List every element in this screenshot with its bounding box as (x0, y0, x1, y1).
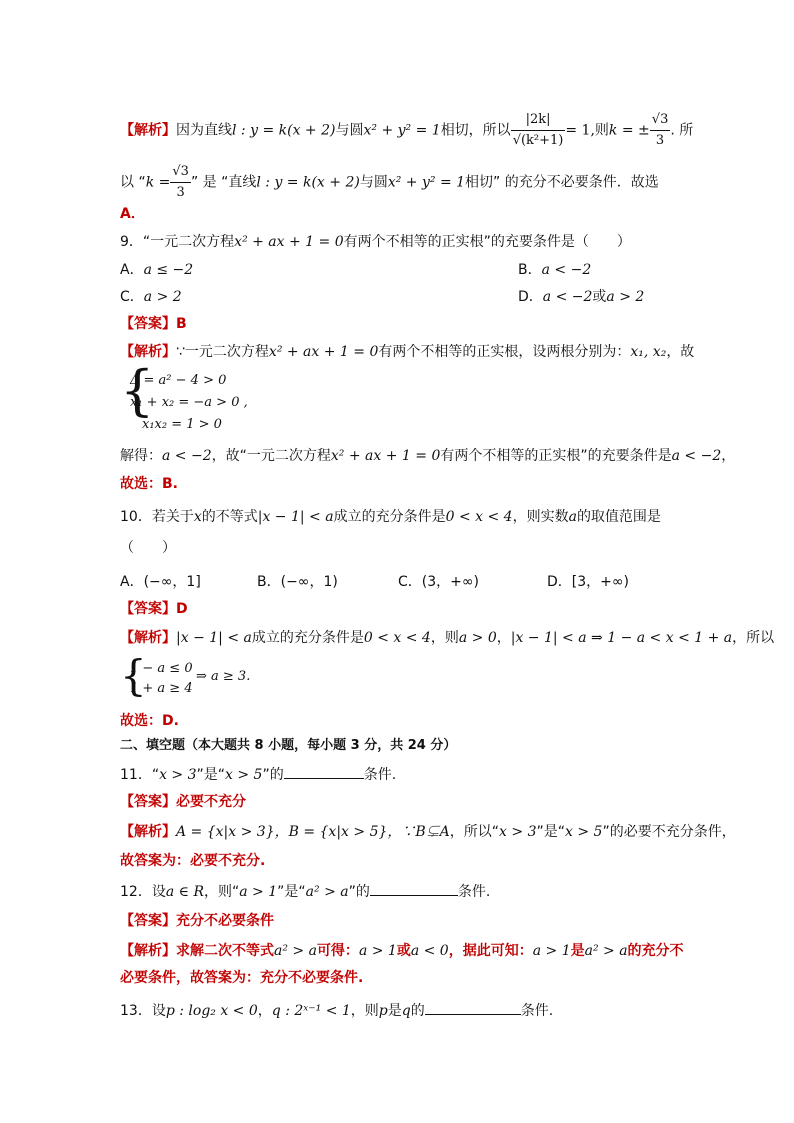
math: = 1,则 (565, 122, 609, 139)
math: x² + y² = 1 (363, 122, 441, 139)
text: ”是“ (196, 767, 226, 783)
text: 条件. (520, 1003, 554, 1019)
answer-value: D (176, 601, 188, 617)
math: a > 2 (143, 289, 182, 305)
math: q : 2ˣ⁻¹ < 1 (271, 1003, 351, 1019)
q9-solution (120, 446, 735, 466)
answer-value: 充分不必要条件 (176, 913, 274, 929)
fraction (650, 110, 671, 151)
text: 成立的充分条件是 (333, 509, 446, 525)
equation: 1 + a ≥ 4 (130, 681, 193, 696)
text: 或 (592, 289, 607, 305)
option-c: C．(3，+∞) (398, 574, 479, 590)
text: 的取值范围是 (576, 509, 661, 525)
text: 13．设 (120, 1003, 166, 1019)
text: ”的必要不充分条件， (602, 824, 736, 840)
q8-explanation-line2 (120, 162, 659, 203)
q8-choice: A． (120, 206, 145, 222)
math: x > 5 (225, 767, 263, 783)
denominator: 3 (176, 185, 185, 200)
fraction (170, 162, 191, 203)
text: 的不等式 (201, 509, 258, 525)
text: ”是“ (277, 884, 306, 900)
text: 因为直线 (176, 122, 232, 139)
text: ，则实数 (512, 509, 569, 525)
math: a > 2 (606, 289, 645, 305)
text: ， (496, 630, 511, 646)
text: ，故“一元二次方程 (211, 448, 331, 464)
text: ∵一元二次方程 (176, 344, 269, 360)
numerator: |2k| (511, 110, 566, 131)
q10-explanation (120, 628, 774, 648)
explanation-tag: 【解析】 (120, 630, 176, 646)
q11-answer (120, 792, 246, 812)
answer-value: B (176, 316, 187, 332)
q12-explanation (120, 941, 684, 961)
text: 与圆 (359, 174, 388, 191)
option-label: A． (120, 262, 144, 278)
text: 或 (396, 943, 411, 959)
text: 解得： (120, 448, 162, 464)
math: a < −2 (541, 262, 592, 278)
equation: x₁x₂ = 1 > 0 (142, 417, 222, 432)
q9-options-row1 (120, 260, 592, 280)
option-c (120, 289, 182, 305)
denominator: √(k²+1) (512, 133, 564, 148)
answer-blank[interactable] (425, 1000, 521, 1015)
q10-stem (120, 507, 661, 527)
text: ，则 (430, 630, 459, 646)
math: a > 1 (358, 943, 397, 959)
option-b: B．(−∞，1) (257, 574, 338, 590)
q13-stem (120, 1000, 553, 1021)
math: 0 < x < 4 (363, 630, 431, 646)
text: 条件. (363, 767, 397, 783)
text: 成立的充分条件是 (251, 630, 364, 646)
answer-tag: 【答案】 (120, 316, 176, 332)
text: 的充分不 (627, 943, 684, 959)
math: x (193, 509, 202, 525)
brace-icon: { (120, 651, 147, 700)
explanation-tag: 【解析】 (120, 943, 176, 959)
text: . 所 (670, 122, 694, 139)
q9-explanation (120, 342, 694, 362)
option-a: A．(−∞，1] (120, 574, 201, 590)
section-heading: 二、填空题（本大题共 8 小题，每小题 3 分，共 24 分） (120, 738, 457, 753)
text: 10．若关于 (120, 509, 194, 525)
answer-tag: 【答案】 (120, 794, 176, 810)
q11-explanation-line2: 故答案为：必要不充分. (120, 853, 266, 869)
equation: Δ = a² − 4 > 0 (130, 373, 227, 388)
explanation-tag: 【解析】 (120, 122, 176, 139)
answer-value: 必要不充分 (176, 794, 246, 810)
math: |x − 1| < a (257, 509, 334, 525)
math: a < −2 (671, 448, 722, 464)
equation: ⇒ a ≥ 3. (196, 669, 251, 684)
math: a < −2 (542, 289, 593, 305)
q12-explanation-line2: 必要条件，故答案为：充分不必要条件. (120, 970, 364, 986)
text: ，据此可知： (448, 943, 533, 959)
math: p (378, 1003, 388, 1019)
math: q (401, 1003, 411, 1019)
math: x > 3 (499, 824, 537, 840)
math: a > 1 (239, 884, 278, 900)
answer-tag: 【答案】 (120, 913, 176, 929)
q8-explanation-line1 (120, 110, 693, 151)
math: x > 3 (159, 767, 197, 783)
option-label: B． (518, 262, 542, 278)
math: a (568, 509, 577, 525)
text: 有两个不相等的正实根”的充要条件是（ ） (343, 234, 631, 250)
option-d: D．[3，+∞) (547, 574, 630, 590)
math: x > 5 (565, 824, 603, 840)
numerator: √3 (170, 162, 191, 183)
answer-blank[interactable] (370, 881, 458, 896)
text: 12．设 (120, 884, 166, 900)
text: ” 是 “直线 (190, 174, 257, 191)
text: ”是“ (536, 824, 565, 840)
answer-tag: 【答案】 (120, 601, 176, 617)
option-label: D． (518, 289, 543, 305)
denominator: 3 (655, 133, 665, 148)
text: ，故 (666, 344, 695, 360)
option-d (518, 287, 644, 307)
math: |x − 1| < a ⇒ 1 − a < x < 1 + a (510, 630, 733, 646)
text: 与圆 (335, 122, 364, 139)
math: p : log₂ x < 0 (165, 1003, 258, 1019)
q9-answer (120, 314, 187, 334)
text: 求解二次不等式 (176, 943, 274, 959)
text: 可得： (316, 943, 359, 959)
text: ”的 (262, 767, 284, 783)
q12-answer (120, 911, 274, 931)
math: a ∈ R (165, 884, 204, 900)
math: x² + ax + 1 = 0 (268, 344, 379, 360)
text: ，所以“ (449, 824, 500, 840)
text: 11．“ (120, 767, 160, 783)
q9-stem (120, 232, 631, 252)
q9-pick: 故选：B. (120, 476, 178, 492)
math: a > 0 (458, 630, 497, 646)
q10-answer (120, 599, 188, 619)
text: ， (721, 448, 736, 464)
math: x² + y² = 1 (387, 174, 466, 191)
q12-stem (120, 881, 490, 902)
text: ，则 (350, 1003, 379, 1019)
explanation-tag: 【解析】 (120, 344, 176, 360)
text: 有两个不相等的正实根”的充要条件是 (440, 448, 672, 464)
math: a < −2 (162, 448, 212, 464)
text: 条件. (457, 884, 491, 900)
text: ，则“ (203, 884, 240, 900)
text: 相切，所以 (440, 122, 511, 139)
math: |x − 1| < a (176, 630, 252, 646)
numerator: √3 (650, 110, 671, 131)
math: k = (145, 174, 171, 191)
math: a ≤ −2 (143, 262, 194, 278)
math: a² > a (584, 943, 628, 959)
text: 有两个不相等的正实根，设两根分别为： (378, 344, 631, 360)
math: x² + ax + 1 = 0 (234, 234, 344, 250)
brace-icon: { (120, 359, 155, 422)
math: 0 < x < 4 (445, 509, 513, 525)
math: a² > a (305, 884, 349, 900)
equation: x₁ + x₂ = −a > 0 , (130, 395, 248, 410)
q10-pick: 故选：D. (120, 713, 179, 729)
math: l : y = k(x + 2) (232, 122, 336, 139)
math: x₁, x₂ (630, 344, 667, 360)
math: l : y = k(x + 2) (256, 174, 360, 191)
text: ”的 (348, 884, 370, 900)
equation: 1 − a ≤ 0 (130, 661, 193, 676)
option-b (518, 260, 591, 280)
math: a < 0 (410, 943, 449, 959)
explanation-tag: 【解析】 (120, 824, 176, 840)
text: 的 (410, 1003, 425, 1019)
text: 以 “ (120, 174, 146, 191)
text: 是 (570, 943, 585, 959)
math: a² > a (274, 943, 317, 959)
text: 9．“一元二次方程 (120, 234, 235, 250)
text: 是 (387, 1003, 402, 1019)
answer-blank[interactable] (284, 764, 364, 779)
q9-options-row2 (120, 287, 645, 307)
option-label: C． (120, 289, 144, 305)
text: ， (257, 1003, 272, 1019)
q11-explanation (120, 822, 736, 842)
text: 相切” 的充分不必要条件．故选 (465, 174, 659, 191)
math: a > 1 (532, 943, 571, 959)
q11-stem (120, 764, 396, 785)
q10-paren: （ ） (120, 540, 176, 556)
math: A = {x|x > 3}，B = {x|x > 5}，∵B⊊A (176, 824, 450, 840)
math: k = ± (608, 122, 650, 139)
text: ，所以 (732, 630, 775, 646)
fraction (511, 110, 566, 151)
math: x² + ax + 1 = 0 (330, 448, 441, 464)
option-a (120, 262, 193, 278)
